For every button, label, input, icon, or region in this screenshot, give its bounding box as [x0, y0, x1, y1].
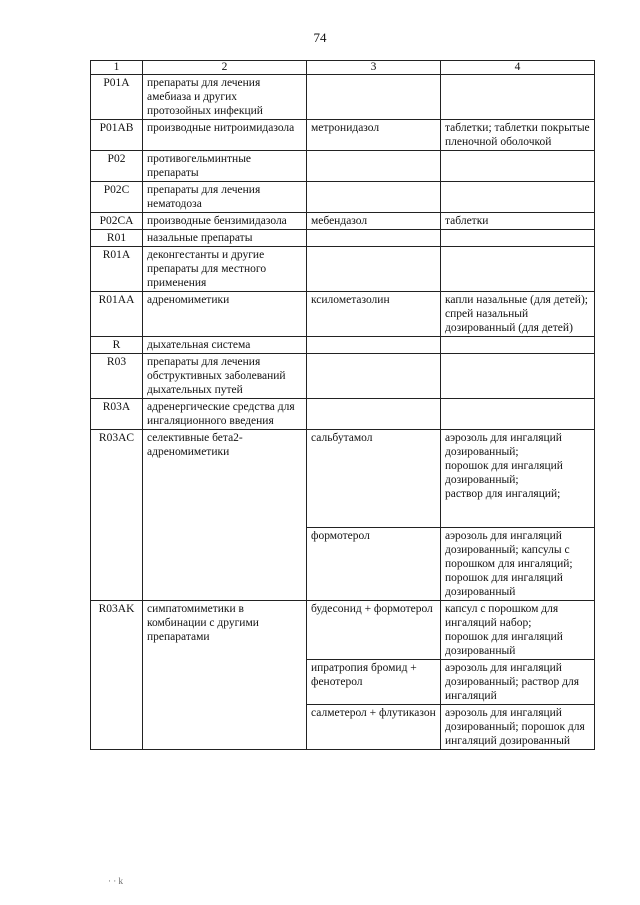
dosage-form [441, 430, 595, 528]
atc-code: R01AA [91, 292, 143, 337]
anatomical-group: селективные бета2-адреномиметики [143, 430, 307, 601]
drug-name [307, 182, 441, 213]
dosage-form [441, 75, 595, 120]
atc-code: R03A [91, 399, 143, 430]
dosage-form-line: аэрозоль для ингаляций дозированный; раствор для ингаляций [445, 662, 580, 702]
dosage-form [441, 247, 595, 292]
table-row [91, 120, 595, 151]
header-col-1: 1 [91, 61, 143, 75]
table-row [91, 601, 595, 660]
anatomical-group: препараты для лечения нематодоза [143, 182, 307, 213]
anatomical-group: дыхательная система [143, 337, 307, 354]
table-row [91, 230, 595, 247]
dosage-form [441, 354, 595, 399]
drug-name: формотерол [307, 528, 441, 601]
atc-code: R [91, 337, 143, 354]
anatomical-group: противогельминтные препараты [143, 151, 307, 182]
atc-code: R03AC [91, 430, 143, 601]
atc-code: R03AK [91, 601, 143, 750]
header-row [91, 61, 595, 75]
header-col-4: 4 [441, 61, 595, 75]
anatomical-group: деконгестанты и другие препараты для местного применения [143, 247, 307, 292]
anatomical-group: препараты для лечения обструктивных заболеваний дыхательных путей [143, 354, 307, 399]
drug-name [307, 75, 441, 120]
atc-code: P01AB [91, 120, 143, 151]
drug-name: мебендазол [307, 213, 441, 230]
dosage-form-line: аэрозоль для ингаляций дозированный; порошок для ингаляций дозированный [445, 707, 585, 747]
dosage-form-line: порошок для ингаляций дозированный; [445, 460, 563, 486]
drug-name [307, 337, 441, 354]
footer-scan-mark: · · k [108, 876, 123, 886]
dosage-form: таблетки; таблетки покрытые пленочной оболочкой [441, 120, 595, 151]
page-number: 74 [313, 30, 327, 45]
dosage-form: таблетки [441, 213, 595, 230]
drug-name: ксилометазолин [307, 292, 441, 337]
header-col-2: 2 [143, 61, 307, 75]
drug-table [90, 60, 595, 750]
table-row [91, 213, 595, 230]
drug-name [307, 230, 441, 247]
atc-code: P01A [91, 75, 143, 120]
anatomical-group: производные нитроимидазола [143, 120, 307, 151]
dosage-form [441, 230, 595, 247]
dosage-form-line: раствор для ингаляций; [445, 488, 561, 500]
atc-code: R01A [91, 247, 143, 292]
header-col-3: 3 [307, 61, 441, 75]
drug-name [307, 399, 441, 430]
anatomical-group: препараты для лечения амебиаза и других протозойных инфекций [143, 75, 307, 120]
drug-name [307, 354, 441, 399]
dosage-form [441, 337, 595, 354]
table-row [91, 354, 595, 399]
drug-name: будесонид + формотерол [307, 601, 441, 660]
dosage-form [441, 601, 595, 660]
table-row [91, 399, 595, 430]
drug-name [307, 247, 441, 292]
drug-name: салметерол + флутиказон [307, 705, 441, 750]
dosage-form-line: аэрозоль для ингаляций дозированный; [445, 432, 562, 458]
anatomical-group: адренергические средства для ингаляционного введения [143, 399, 307, 430]
dosage-form [441, 151, 595, 182]
dosage-form-line: капсул с порошком для ингаляций набор; [445, 603, 559, 629]
drug-name: метронидазол [307, 120, 441, 151]
table-row [91, 292, 595, 337]
atc-code: R03 [91, 354, 143, 399]
table-row [91, 75, 595, 120]
table-row [91, 337, 595, 354]
anatomical-group: адреномиметики [143, 292, 307, 337]
dosage-form [441, 660, 595, 705]
atc-code: P02 [91, 151, 143, 182]
dosage-form [441, 528, 595, 601]
anatomical-group: симпатомиметики в комбинации с другими препаратами [143, 601, 307, 750]
dosage-form [441, 705, 595, 750]
atc-code: P02CA [91, 213, 143, 230]
dosage-form-line: аэрозоль для ингаляций дозированный; капсулы с порошком для ингаляций; порошок для ингаляций дозированный [445, 530, 573, 598]
table-row [91, 151, 595, 182]
atc-code: R01 [91, 230, 143, 247]
table-row [91, 247, 595, 292]
dosage-form [441, 399, 595, 430]
drug-name: сальбутамол [307, 430, 441, 528]
table-row [91, 182, 595, 213]
dosage-form-line: порошок для ингаляций дозированный [445, 631, 563, 657]
dosage-form: капли назальные (для детей); спрей назальный дозированный (для детей) [441, 292, 595, 337]
dosage-form [441, 182, 595, 213]
anatomical-group: назальные препараты [143, 230, 307, 247]
drug-name: ипратропия бромид + фенотерол [307, 660, 441, 705]
atc-code: P02C [91, 182, 143, 213]
anatomical-group: производные бензимидазола [143, 213, 307, 230]
table-row [91, 430, 595, 528]
drug-name [307, 151, 441, 182]
